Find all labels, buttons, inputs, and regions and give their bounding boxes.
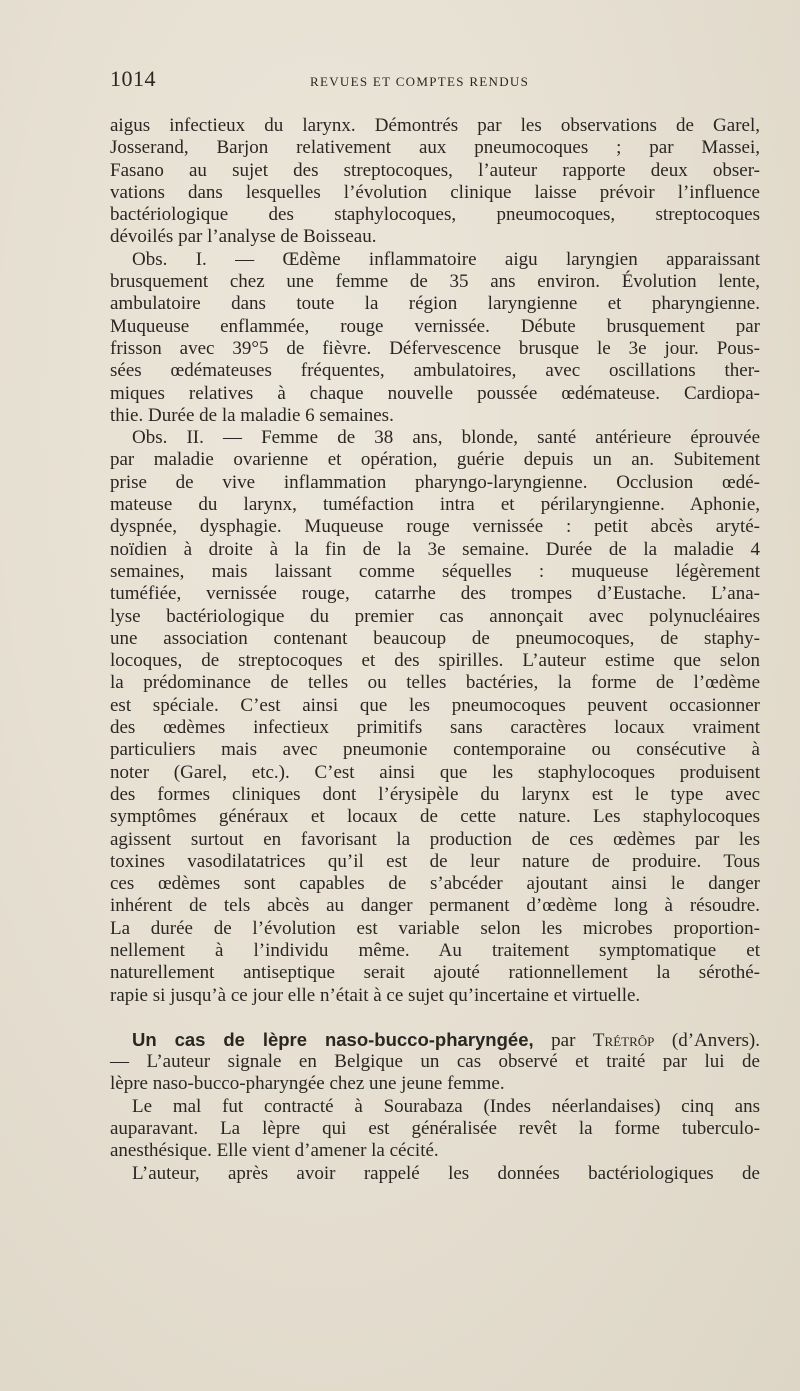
running-head [110, 66, 760, 96]
text-line: anesthésique. Elle vient d’amener la cécité. [110, 1140, 439, 1162]
text-line: toxines vasodilatatrices qu’il est de leur nature de produire. Tous [110, 850, 760, 872]
page-number: 1014 [110, 66, 156, 91]
text-line: Obs. II. — Femme de 38 ans, blonde, santé antérieure éprouvée [132, 427, 760, 449]
text-line: ces œdèmes sont capables de s’abcéder ajoutant ainsi le danger [110, 873, 760, 895]
text-line: symptômes généraux et locaux de cette nature. Les staphylocoques [110, 806, 760, 828]
text-line: L’auteur, après avoir rappelé les données bactériologiques de [132, 1162, 760, 1184]
text-line: La durée de l’évolution est variable selon les microbes proportion- [110, 917, 760, 939]
text-line: — L’auteur signale en Belgique un cas observé et traité par lui de [110, 1051, 760, 1073]
text-line: Obs. I. — Œdème inflammatoire aigu laryngien apparaissant [132, 248, 760, 270]
text-line: naturellement antiseptique serait ajouté rationnellement la sérothé- [110, 962, 760, 984]
text-line: ambulatoire dans toute la région laryngienne et pharyngienne. [110, 293, 760, 315]
article-title: Un cas de lèpre naso-bucco-pharyngée, [132, 1028, 534, 1050]
text-line: locoques, de streptocoques et des spirilles. L’auteur estime que selon [110, 650, 760, 672]
text-line: dévoilés par l’analyse de Boisseau. [110, 226, 377, 248]
article-heading-line [110, 1029, 760, 1051]
author-place: (d’Anvers). [671, 1029, 760, 1051]
text-line: noter (Garel, etc.). C’est ainsi que les staphylocoques produisent [110, 761, 760, 783]
text-line: dyspnée, dysphagie. Muqueuse rouge vernissée : petit abcès aryté- [110, 516, 760, 538]
text-line: noïdien à droite à la fin de la 3e semaine. Durée de la maladie 4 [110, 538, 760, 560]
text-line: sées œdémateuses fréquentes, ambulatoires, avec oscillations ther- [110, 360, 760, 382]
text-line: des formes cliniques dont l’érysipèle du larynx est le type avec [110, 783, 760, 805]
text-line: vations dans lesquelles l’évolution clinique laisse prévoir l’influence [110, 181, 760, 203]
text-line: rapie si jusqu’à ce jour elle n’était à ce sujet qu’incertaine et virtuelle. [110, 984, 641, 1006]
text-line: bactériologique des staphylocoques, pneumocoques, streptocoques [110, 204, 760, 226]
text-line: tuméfiée, vernissée rouge, catarrhe des trompes d’Eustache. L’ana- [110, 583, 760, 605]
text-line: miques relatives à chaque nouvelle poussée œdémateuse. Cardiopa- [110, 382, 760, 404]
text-line: brusquement chez une femme de 35 ans environ. Évolution lente, [110, 271, 760, 293]
text-line: aigus infectieux du larynx. Démontrés par les observations de Garel, [110, 115, 760, 136]
text-line: Muqueuse enflammée, rouge vernissée. Débute brusquement par [110, 315, 760, 337]
text-line: prise de vive inflammation pharyngo-laryngienne. Occlusion œdé- [110, 471, 760, 493]
text-line: semaines, mais laissant comme séquelles : muqueuse légèrement [110, 560, 760, 582]
running-title: REVUES ET COMPTES RENDUS [310, 74, 530, 89]
text-line: nellement à l’individu même. Au traitement symptomatique et [110, 939, 760, 961]
text-line: lyse bactériologique du premier cas annonçait avec polynucléaires [110, 605, 760, 627]
text-line: particuliers mais avec pneumonie contemporaine ou consécutive à [110, 739, 760, 761]
text-line: Fasano au sujet des streptocoques, l’auteur rapporte deux obser- [110, 159, 760, 181]
text-line: une association contenant beaucoup de pneumocoques, de staphy- [110, 627, 760, 649]
text-line: inhérent de tels abcès au danger permanent d’œdème long à résoudre. [110, 895, 760, 917]
text-line: des œdèmes infectieux primitifs sans caractères locaux vraiment [110, 717, 760, 739]
text-line: thie. Durée de la maladie 6 semaines. [110, 404, 394, 426]
text-line: mateuse du larynx, tuméfaction intra et périlaryngienne. Aphonie, [110, 494, 760, 516]
text-line: la prédominance de telles ou telles bactéries, la forme de l’œdème [110, 672, 760, 694]
author-prefix: par [551, 1029, 576, 1051]
body-text [110, 115, 760, 1185]
text-line: auparavant. La lèpre qui est généralisée revêt la forme tuberculo- [110, 1118, 760, 1140]
text-line: lèpre naso-bucco-pharyngée chez une jeune femme. [110, 1073, 505, 1095]
text-line: est spéciale. C’est ainsi que les pneumocoques peuvent occasionner [110, 694, 760, 716]
text-line: Josserand, Barjon relativement aux pneumocoques ; par Massei, [110, 137, 760, 159]
article-author: Trétrôp [592, 1029, 655, 1051]
text-line: Le mal fut contracté à Sourabaza (Indes néerlandaises) cinq ans [132, 1095, 760, 1117]
text-line: agissent surtout en favorisant la production de ces œdèmes par les [110, 828, 760, 850]
section-gap [110, 1007, 760, 1029]
text-line: par maladie ovarienne et opération, guérie depuis un an. Subitement [110, 449, 760, 471]
text-line: frisson avec 39°5 de fièvre. Défervescence brusque le 3e jour. Pous- [110, 337, 760, 359]
